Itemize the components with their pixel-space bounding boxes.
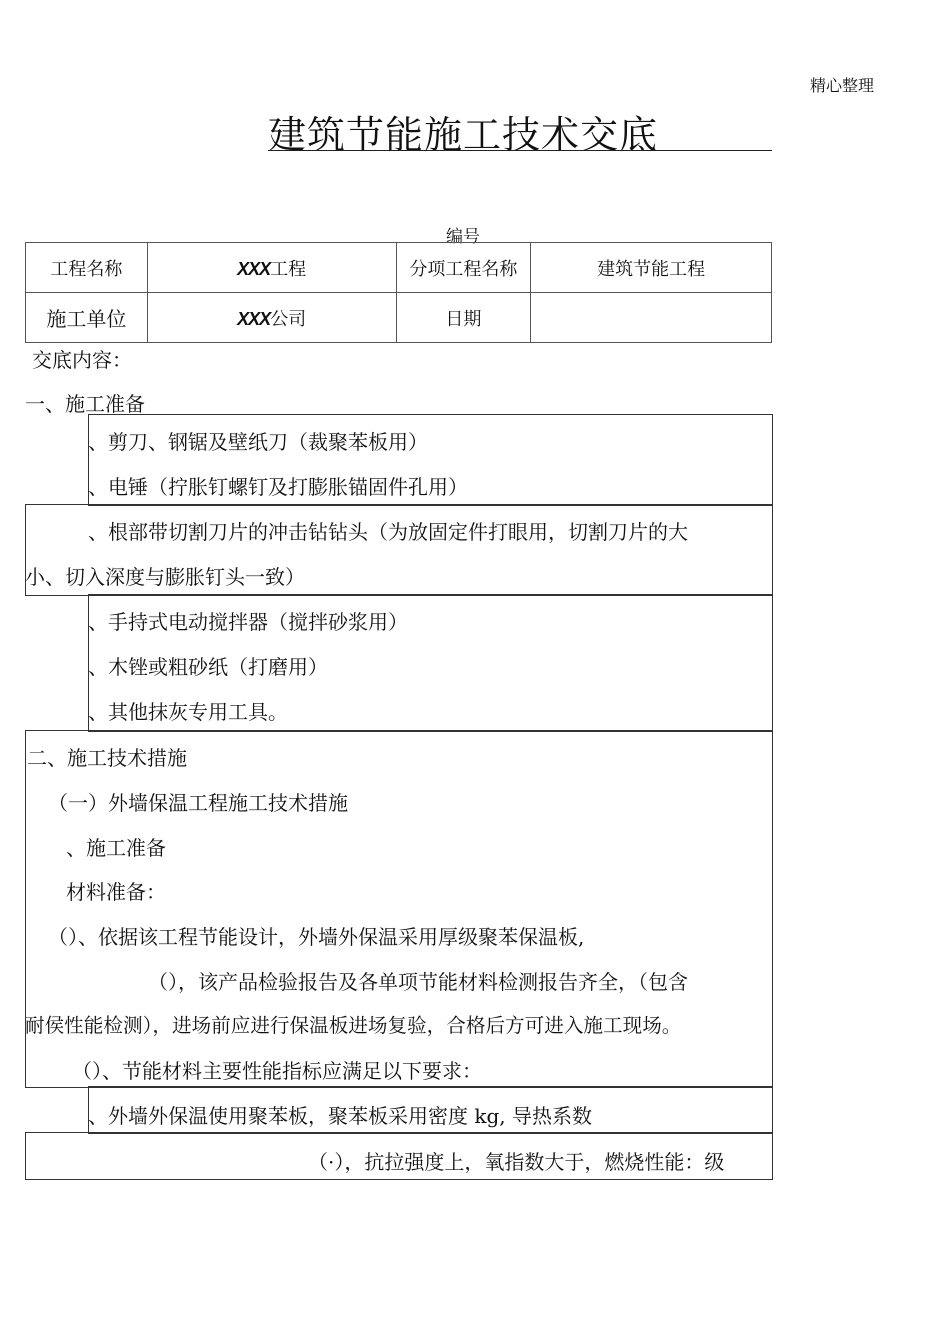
section2-heading: 二、施工技术措施 bbox=[27, 746, 187, 770]
paragraph: 耐侯性能检测），进场前应进行保温板进场复验，合格后方可进入施工现场。 bbox=[25, 1014, 682, 1037]
table-row bbox=[26, 293, 772, 343]
list-item: 小、切入深度与膨胀钉头一致） bbox=[25, 565, 305, 589]
paragraph: （·），抗拉强度上，氧指数大于，燃烧性能：级 bbox=[308, 1150, 725, 1174]
subproject-name-label: 分项工程名称 bbox=[396, 243, 531, 293]
construction-unit-prefix: XXX bbox=[237, 308, 271, 329]
info-table bbox=[25, 242, 772, 343]
title-underline bbox=[268, 150, 772, 151]
project-name-label: 工程名称 bbox=[26, 243, 148, 293]
section2-sub1: （一）外墙保温工程施工技术措施 bbox=[48, 791, 348, 815]
section2-sub3: 材料准备： bbox=[66, 880, 166, 904]
project-name-prefix: XXX bbox=[237, 258, 271, 279]
list-item: 、手持式电动搅拌器（搅拌砂浆用） bbox=[88, 610, 408, 634]
paragraph: （），该产品检验报告及各单项节能材料检测报告齐全，（包含 bbox=[148, 970, 688, 994]
construction-unit-label: 施工单位 bbox=[26, 293, 148, 343]
content-label: 交底内容： bbox=[32, 348, 132, 372]
construction-unit-suffix: 公司 bbox=[270, 308, 307, 330]
list-item: 、其他抹灰专用工具。 bbox=[88, 700, 288, 724]
table-row bbox=[26, 243, 772, 293]
list-item: 、木锉或粗砂纸（打磨用） bbox=[88, 655, 328, 679]
paragraph: 、外墙外保温使用聚苯板，聚苯板采用密度 kg, 导热系数 bbox=[88, 1104, 592, 1128]
list-item: 、根部带切割刀片的冲击钻钻头（为放固定件打眼用，切割刀片的大 bbox=[88, 520, 688, 544]
corner-note: 精心整理 bbox=[810, 76, 875, 95]
code-label: 编号 bbox=[446, 227, 480, 247]
date-label: 日期 bbox=[396, 293, 531, 343]
section2-sub2: 、施工准备 bbox=[66, 836, 166, 860]
project-name-suffix: 工程 bbox=[270, 258, 307, 280]
page-title: 建筑节能施工技术交底 bbox=[268, 113, 659, 157]
date-value bbox=[531, 293, 772, 343]
paragraph: （）、节能材料主要性能指标应满足以下要求： bbox=[72, 1059, 482, 1083]
section1-heading: 一、施工准备 bbox=[25, 392, 145, 416]
subproject-name-value: 建筑节能工程 bbox=[531, 243, 772, 293]
paragraph: （）、依据该工程节能设计，外墙外保温采用厚级聚苯保温板, bbox=[48, 925, 585, 949]
list-item: 、电锤（拧胀钉螺钉及打膨胀锚固件孔用） bbox=[88, 475, 468, 499]
construction-unit-value bbox=[147, 293, 396, 343]
list-item: 、剪刀、钢锯及壁纸刀（裁聚苯板用） bbox=[88, 430, 428, 454]
project-name-value bbox=[147, 243, 396, 293]
